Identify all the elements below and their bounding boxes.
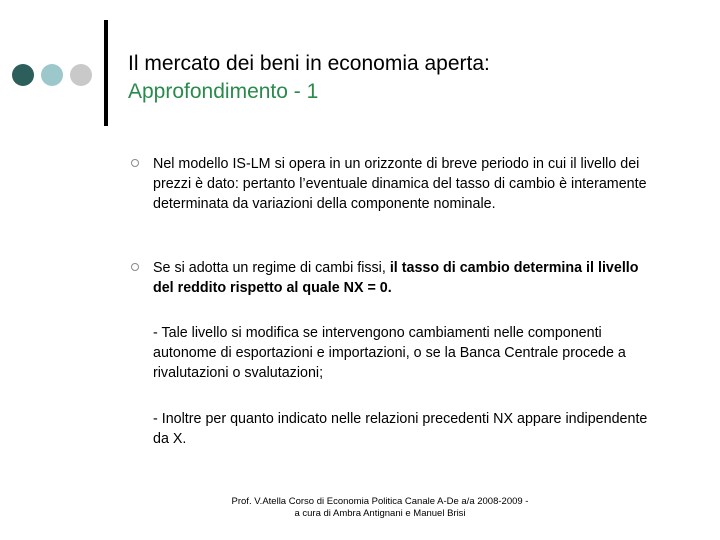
footer-line-1: Prof. V.Atella Corso di Economia Politica Canale A-De a/a 2008-2009 -: [231, 496, 529, 507]
bullet-ring-icon: [128, 260, 142, 274]
title-line-2: Approfondimento - 1: [128, 80, 319, 103]
title-line-1: Il mercato dei beni in economia aperta:: [128, 52, 490, 75]
sub-paragraph-1: - Tale livello si modifica se intervengono cambiamenti nelle componenti autonome di esportazioni e importazioni, o se la Banca Centrale procede a rivalutazioni o svalutazioni;: [153, 325, 626, 381]
sub-paragraph-2: - Inoltre per quanto indicato nelle relazioni precedenti NX appare indipendente da X.: [153, 411, 648, 447]
decorative-dots: [12, 64, 96, 88]
dot-light-icon: [41, 64, 63, 86]
slide-title: [128, 50, 490, 106]
footer: [160, 496, 600, 520]
bullet-2-bold: il tasso di cambio determina il livello del reddito rispetto al quale NX = 0.: [153, 260, 639, 296]
bullet-1-text: Nel modello IS-LM si opera in un orizzonte di breve periodo in cui il livello dei prezzi è dato: pertanto l’eventuale dinamica del tasso di cambio è interamente determinata da variazioni della componente nominale.: [153, 156, 647, 212]
bullet-2-normal: Se si adotta un regime di cambi fissi,: [153, 260, 390, 276]
bullet-ring-icon: [128, 156, 142, 170]
dot-dark-icon: [12, 64, 34, 86]
bullet-2-text: [153, 258, 663, 298]
footer-line-2: a cura di Ambra Antignani e Manuel Brisi: [294, 508, 466, 519]
dot-grey-icon: [70, 64, 92, 86]
title-divider: [104, 20, 108, 126]
